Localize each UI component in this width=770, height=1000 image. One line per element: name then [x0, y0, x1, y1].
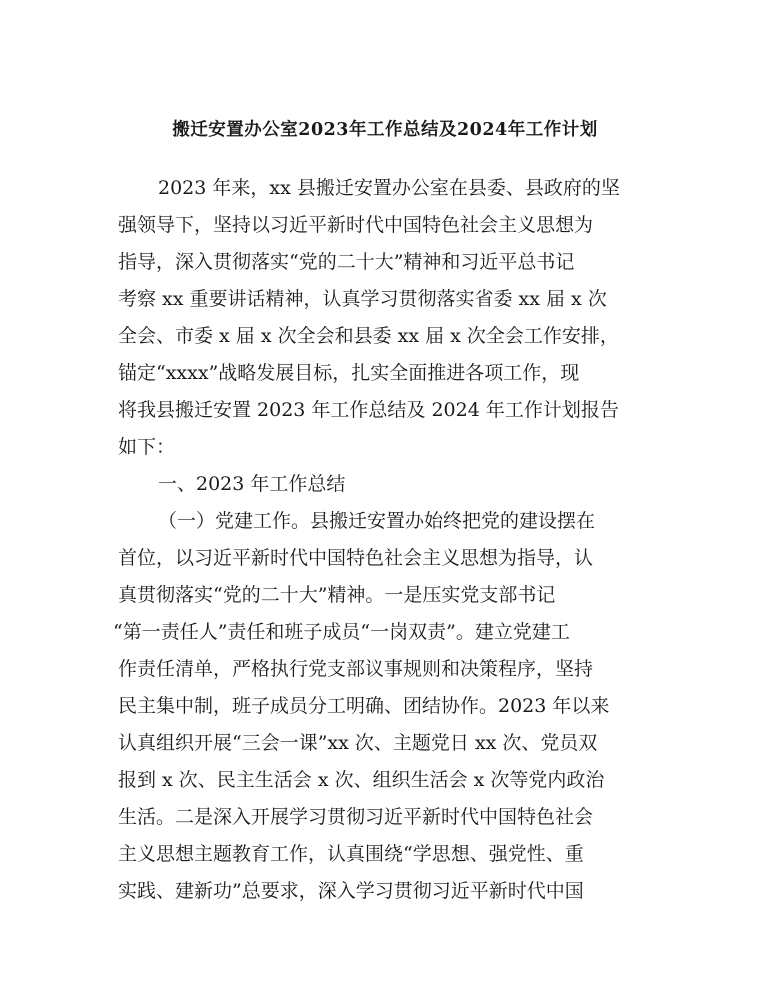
paragraph-line: 2023 年来，xx 县搬迁安置办公室在县委、县政府的坚 — [158, 177, 620, 199]
paragraph-line: 强领导下，坚持以习近平新时代中国特色社会主义思想为 — [118, 214, 594, 236]
paragraph-line: 实践、建新功”总要求，深入学习贯彻习近平新时代中国 — [118, 880, 584, 902]
paragraph-line: 全会、市委 x 届 x 次全会和县委 xx 届 x 次全会工作安排， — [118, 325, 619, 347]
paragraph-line: 锚定“xxxx”战略发展目标，扎实全面推进各项工作，现 — [118, 362, 580, 384]
paragraph-line: 认真组织开展“三会一课”xx 次、主题党日 xx 次、党员双 — [118, 732, 598, 754]
paragraph-line: 将我县搬迁安置 2023 年工作总结及 2024 年工作计划报告 — [118, 399, 619, 421]
paragraph-line: 报到 x 次、民主生活会 x 次、组织生活会 x 次等党内政治 — [118, 769, 605, 791]
paragraph-line: 考察 xx 重要讲话精神，认真学习贯彻落实省委 xx 届 x 次 — [118, 288, 607, 310]
paragraph-line: 主义思想主题教育工作，认真围绕“学思想、强党性、重 — [118, 843, 584, 865]
section-heading: 一、2023 年工作总结 — [158, 473, 346, 495]
paragraph-line: 如下： — [118, 436, 176, 458]
paragraph-line: 真贯彻落实“党的二十大”精神。一是压实党支部书记 — [118, 584, 556, 606]
document-title: 搬迁安置办公室2023年工作总结及2024年工作计划 — [172, 120, 598, 140]
paragraph-line: 指导，深入贯彻落实“党的二十大”精神和习近平总书记 — [118, 251, 575, 273]
paragraph-line: （一）党建工作。县搬迁安置办始终把党的建设摆在 — [158, 510, 596, 532]
paragraph-line: 作责任清单，严格执行党支部议事规则和决策程序，坚持 — [118, 658, 594, 680]
paragraph-line: 生活。二是深入开展学习贯彻习近平新时代中国特色社会 — [118, 806, 594, 828]
paragraph-line: 民主集中制，班子成员分工明确、团结协作。2023 年以来 — [118, 695, 610, 717]
paragraph-line: 首位，以习近平新时代中国特色社会主义思想为指导，认 — [118, 547, 594, 569]
paragraph-line: “第一责任人”责任和班子成员“一岗双责”。建立党建工 — [113, 621, 570, 643]
